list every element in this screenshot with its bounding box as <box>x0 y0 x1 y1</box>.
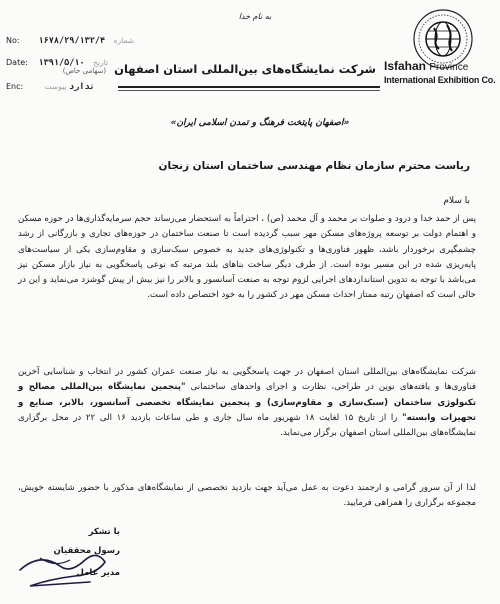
bismillah-heading: به نام خدا <box>238 12 272 21</box>
header-divider <box>118 86 380 88</box>
body-paragraph-2 <box>18 365 476 441</box>
letter-enclosure-row <box>6 82 95 92</box>
paragraph-2-dates: را از تاریخ ۱۵ لغایت ۱۸ شهریور ماه سال جاری و طی ساعات بازدید ۱۶ الی ۲۲ در محل برگزاری نمایشگاه‌های بین‌المللی استان اصفهان برگزار می‌نماید. <box>18 412 476 439</box>
exhibition-titles: "پنجمین نمایشگاه بین‌المللی مصالح و تکنولوژی ساختمان (سبک‌سازی و مقاوم‌سازی) و پنجمین نمایشگاه تخصصی آسانسور، بالابر، صنایع و تجهیزات وابسته" <box>18 382 477 423</box>
letter-number-value: ۱۶۷۸/۲۹/۱۳۲/۴ <box>38 36 106 46</box>
enclosure-label-fa: پیوست <box>44 82 67 91</box>
enclosure-value: ندارد <box>68 82 95 92</box>
date-label-fa: تاریخ <box>93 58 109 67</box>
number-label-fa: شماره <box>113 36 135 45</box>
company-name-fa-text: شرکت نمایشگاه‌های بین‌المللی استان اصفهان <box>114 62 376 76</box>
letter-date-value: ۱۳۹۱/۵/۱۰ <box>38 58 85 68</box>
body-paragraph-1: پس از حمد خدا و درود و صلوات بر محمد و آل محمد (ص) ، احتراماً به استحضار می‌رساند حجم سرمایه‌گذاری‌ها در حوزه مسکن و اهتمام دولت بر توسعه پروژه‌های مسکن مهر سبب گردیده است تا صنعت ساختمان در حوزه‌های تجاری و بازرگانی از رشد چشمگیری برخوردار باشد، ظهور فناوری‌ها و تکنولوژی‌های جدید به خصوص سبک‌سازی و مقاوم‌سازی یکی از سیاست‌های پایه‌ریزی شده در این مسیر بوده است. از طرف دیگر ساخت بناهای بلند مرتبه که نوعی پاسخگویی به نیاز بازار مسکن نیز می‌باشد با توجه به تدوین استانداردهای اجرایی لزوم توجه به صنعت آسانسور و بالابر را نیز بیش از پیش گوشزد می‌نماید و این در حالی است که اصفهان رتبه ممتاز احداث مسکن مهر در کشور را به خود اختصاص داده است. <box>18 214 476 301</box>
signer-name: رسول محققیان <box>53 546 120 556</box>
letter-number-row <box>6 36 134 46</box>
enclosure-label-en: Enc: <box>6 82 24 91</box>
signer-title: مدیر عامل <box>76 568 120 578</box>
closing-thanks: با تشکر <box>88 527 120 537</box>
company-name-en-line2: International Exhibition Co. <box>384 75 496 85</box>
body-paragraph-3: لذا از آن سرور گرامی و ارجمند دعوت به عمل می‌آید جهت بازدید تخصصی از نمایشگاه‌های مذکور با حضور شایسته خویش، مجموعه برگزاری را همراهی فرمایید. <box>18 483 476 509</box>
paragraph-2-intro: شرکت نمایشگاه‌های بین‌المللی استان اصفهان در جهت پاسخگویی به نیاز صنعت عمران کشور در انتخاب و شناسایی آخرین فناوری‌ها و یافته‌های نوین در طراحی، نظارت و اجرای واحدهای ساختمانی <box>18 367 476 393</box>
company-name-en-line1: Isfahan Province <box>384 59 469 73</box>
city-slogan: «اصفهان پایتخت فرهنگ و تمدن اسلامی ایران» <box>170 118 350 128</box>
addressee-line: ریاست محترم سازمان نظام مهندسی ساختمان استان زنجان <box>158 160 470 172</box>
company-name-en <box>384 60 496 86</box>
date-label-en: Date: <box>6 58 28 67</box>
salutation: با سلام <box>443 196 470 206</box>
number-label-en: No: <box>6 36 20 45</box>
company-type-note: (سهامی خاص) <box>62 67 107 75</box>
header-divider-thin <box>118 90 380 91</box>
